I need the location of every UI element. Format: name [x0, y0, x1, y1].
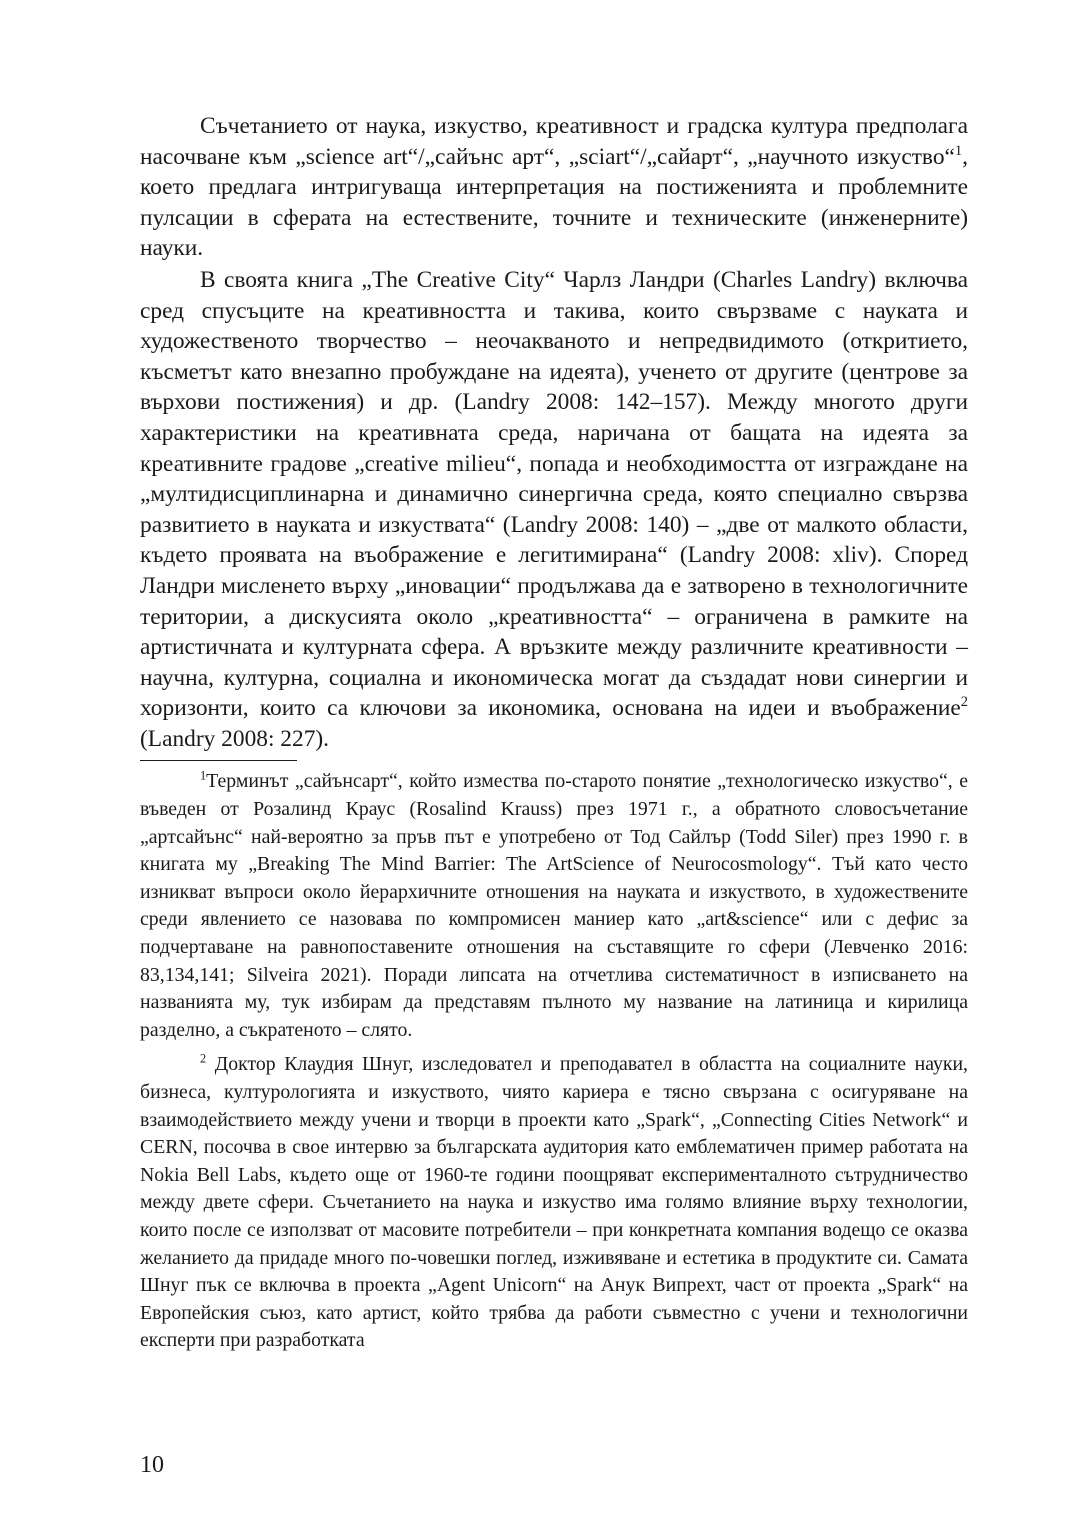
- body-paragraph-2: [140, 265, 968, 755]
- footnote-reference-2: 2: [960, 694, 968, 711]
- footnote-1-text: Терминът „сайънсарт“, който измества по-старото понятие „технологическо изкуство“, е въведен от Розалинд Краус (Rosalind Krauss) през 1971 г., а обратното словосъчетание „артсайънс“ най-вероятно за пръв път е употребено от Тод Сайлър (Todd Siler) през 1990 г. в книгата му „Breaking The Mind Barrier: The ArtScience of Neurocosmology“. Тъй като често изникват въпроси около йерархичните отношения на науката и изкуството, в художествените среди явлението се назовава по компромисен маниер като „art&science“ или с дефис за подчертаване на равнопоставените отношения на съставящите го сфери (Левченко 2016: 83,134,141; Silveira 2021). Поради липсата на отчетлива систематичност в изписването на названията му, тук избирам да представям пълното му название на латиница и кирилица разделно, а съкратеното – слято.: [140, 770, 968, 1041]
- footnote-reference-1: 1: [954, 142, 963, 159]
- body-paragraph-2-text-b: (Landry 2008: 227).: [140, 725, 330, 752]
- body-paragraph-2-text-a: В своята книга „The Creative City“ Чарлз Ландри (Charles Landry) включва сред спусъците на креативността и такива, които свързваме с науката и художественото творчество – неочакваното и непредвидимото (откритието, късметът като внезапно пробуждане на идеята), ученето от другите (центрове за върхови постижения) и др. (Landry 2008: 142–157). Между многото други характеристики на креативната среда, наричана от бащата на идеята за креативните градове „creative milieu“, попада и необходимостта от изграждане на „мултидисциплинарна и динамично синергична среда, която специално свързва развитието в науката и изкуствата“ (Landry 2008: 140) – „две от малкото области, където проявата на въображение е легитимирана“ (Landry 2008: xliv). Според Ландри мисленето върху „иновации“ продължава да е затворено в технологичните територии, а дискусията около „креативността“ – ограничена в рамките на артистичната и културната сфера. А връзките между различните креативности – научна, културна, социална и икономическа могат да създадат нови синергии и хоризонти, които са ключови за икономика, основана на идеи и въображение: [140, 266, 968, 722]
- page-content: [140, 111, 968, 1355]
- main-text: [140, 111, 968, 754]
- footnote-2-text: Доктор Клаудия Шнуг, изследовател и преподавател в областта на социалните науки, бизнеса, културологията и изкуството, чиято кариера е тясно свързана с осигуряване на взаимодействието между учени и творци в проекти като „Spark“, „Connecting Cities Network“ и CERN, посочва в свое интервю за българската аудитория като емблематичен пример работата на Nokia Bell Labs, където още от 1960-те години поощряват експерименталното сътрудничество между двете сфери. Съчетанието на наука и изкуство има голямо влияние върху технологии, които после се използват от масовите потребители – при конкретната компания водещо се оказва желанието да придаде много по-човешки поглед, изживяване и естетика в продуктите си. Самата Шнуг пък се включва в проекта „Agent Unicorn“ на Анук Випрехт, част от проекта „Spark“ на Европейския съюз, като артист, който трябва да работи съвместно с учени и технологични експерти при разработката: [140, 1053, 968, 1352]
- footnote-2: [140, 1051, 968, 1355]
- footnote-1: [140, 768, 968, 1044]
- body-paragraph-1: [140, 111, 968, 264]
- footnote-2-marker: 2: [200, 1051, 207, 1066]
- body-paragraph-1-text-b: , което предлага интригуваща интерпретация на постиженията и проблемните пулсации в сферата на естествените, точните и техническите (инженерните) науки.: [140, 143, 968, 262]
- body-paragraph-1-text-a: Съчетанието от наука, изкуство, креативност и градска култура предполага насочване към „science art“/„сайънс арт“, „sciart“/„сайарт“, „научното изкуство“: [140, 113, 968, 170]
- footnotes: [140, 768, 968, 1354]
- footnote-1-marker: 1: [200, 768, 207, 783]
- page-number: 10: [140, 1452, 164, 1478]
- footnote-separator: [140, 760, 297, 761]
